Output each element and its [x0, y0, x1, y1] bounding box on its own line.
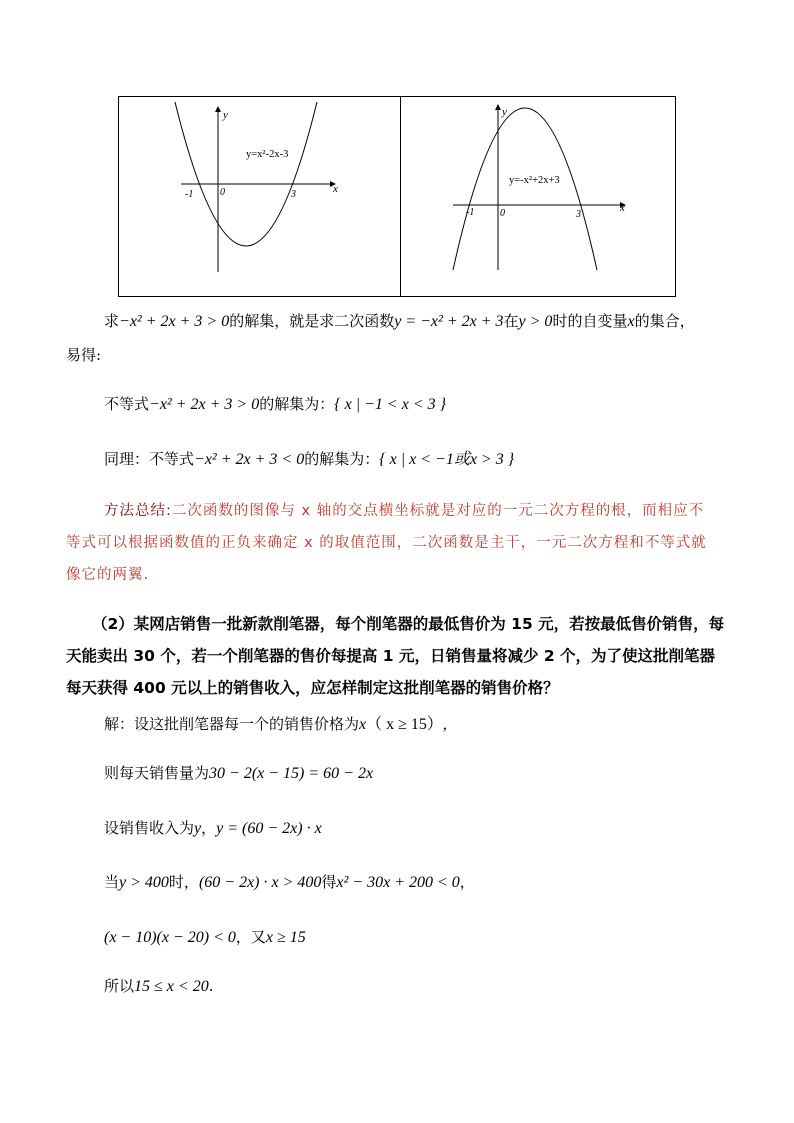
paragraph-1-line-2: [66, 344, 101, 366]
text-span: ，又: [235, 928, 266, 946]
paragraph-3: [104, 448, 514, 471]
x-axis-label: x: [620, 202, 625, 214]
math-expr: 15 ≤ x < 20: [134, 978, 209, 995]
summary-line-1: [104, 495, 724, 527]
text-span: 像它的两翼.: [66, 567, 150, 583]
paragraph-2: [104, 393, 446, 416]
text-span: 的集合，: [634, 312, 695, 330]
variable: y: [194, 820, 202, 837]
text-span: 的解集为：: [304, 450, 380, 468]
condition-expr: y > 400: [119, 874, 169, 891]
text-span: ，: [201, 819, 217, 837]
text-span: .: [208, 977, 214, 995]
parabola-curve: [453, 108, 597, 270]
variable: x: [359, 716, 367, 733]
text-span: 设销售收入为: [104, 819, 195, 837]
text-span: 的解集，就是求二次函数: [229, 312, 395, 330]
text-span: 不等式: [104, 395, 150, 413]
solution-step-5: [104, 926, 306, 949]
solution-set: { x | x < −1或x > 3 }: [379, 451, 515, 468]
math-expr: (x − 10)(x − 20) < 0: [104, 929, 236, 946]
text-span: 在: [503, 312, 519, 330]
problem-line-1: （2）某网店销售一批新款削笔器，每个削笔器的最低售价为 15 元，若按最低售价销售，每: [92, 615, 725, 633]
summary-label: 方法总结:: [104, 503, 172, 519]
condition-expr: y > 0: [518, 313, 553, 330]
root-pos-label: 3: [291, 189, 296, 200]
text-span: 易得:: [66, 346, 102, 364]
math-expr: x² − 30x + 200 < 0: [336, 874, 460, 891]
method-summary: [66, 495, 724, 591]
function-expr: y = −x² + 2x + 3: [394, 313, 504, 330]
text-span: 当: [104, 873, 120, 891]
summary-line-2: [66, 527, 724, 559]
text-span: 时的自变量: [552, 312, 628, 330]
graph-left: [119, 97, 400, 296]
text-span: 二次函数的图像与 x 轴的交点横坐标就是对应的一元二次方程的根，而相应不: [171, 503, 705, 519]
solution-step-4: [104, 871, 475, 894]
text-span: 得: [321, 873, 337, 891]
solution-step-1: [104, 713, 447, 736]
text-span: 解：设这批削笔器每一个的销售价格为: [104, 715, 360, 733]
problem-2: [66, 608, 732, 704]
math-expr: (60 − 2x) · x > 400: [198, 874, 322, 891]
equation-label: y=x²-2x-3: [246, 149, 289, 160]
variable: x: [627, 313, 635, 330]
solution-step-6: [104, 975, 213, 998]
text-span: 所以: [104, 977, 135, 995]
solution-step-3: [104, 817, 322, 840]
text-span: 等式可以根据函数值的正负来确定 x 的取值范围，二次函数是主干，一元二次方程和不等式就: [66, 535, 707, 551]
text-span: 则每天销售量为: [104, 764, 210, 782]
solution-set: { x | −1 < x < 3 }: [334, 396, 447, 413]
condition-expr: （ x ≥ 15）,: [366, 716, 447, 733]
text-span: 时，: [168, 873, 199, 891]
graph-right: [401, 97, 675, 296]
problem-line-2: 天能卖出 30 个，若一个削笔器的售价每提高 1 元，日销售量将减少 2 个，为了使这批削笔器: [66, 647, 716, 665]
paragraph-1-line-1: [104, 310, 695, 333]
inequality: −x² + 2x + 3 < 0: [194, 451, 305, 468]
math-expr: y = (60 − 2x) · x: [216, 820, 322, 837]
x-axis-label: x: [333, 183, 338, 195]
parabola-curve: [175, 102, 317, 246]
text-span: 同理：不等式: [104, 450, 195, 468]
text-span: 求: [104, 312, 120, 330]
equation-label: y=-x²+2x+3: [509, 175, 560, 186]
origin-label: 0: [220, 187, 225, 198]
root-neg-label: -1: [185, 189, 194, 200]
text-span: 的解集为：: [259, 395, 335, 413]
inequality: −x² + 2x + 3 > 0: [119, 313, 230, 330]
math-expr: 30 − 2(x − 15) = 60 − 2x: [209, 765, 374, 782]
inequality: −x² + 2x + 3 > 0: [149, 396, 260, 413]
text-span: ，: [459, 873, 475, 891]
y-axis-label: y: [223, 109, 228, 121]
root-pos-label: 3: [576, 209, 581, 220]
problem-line-3: 每天获得 400 元以上的销售收入，应怎样制定这批削笔器的销售价格？: [66, 679, 559, 697]
solution-step-2: [104, 762, 373, 785]
origin-label: 0: [500, 208, 505, 219]
root-neg-label: -1: [466, 207, 475, 218]
y-axis-label: y: [502, 106, 507, 118]
condition-expr: x ≥ 15: [265, 929, 306, 946]
summary-line-3: [66, 559, 724, 591]
